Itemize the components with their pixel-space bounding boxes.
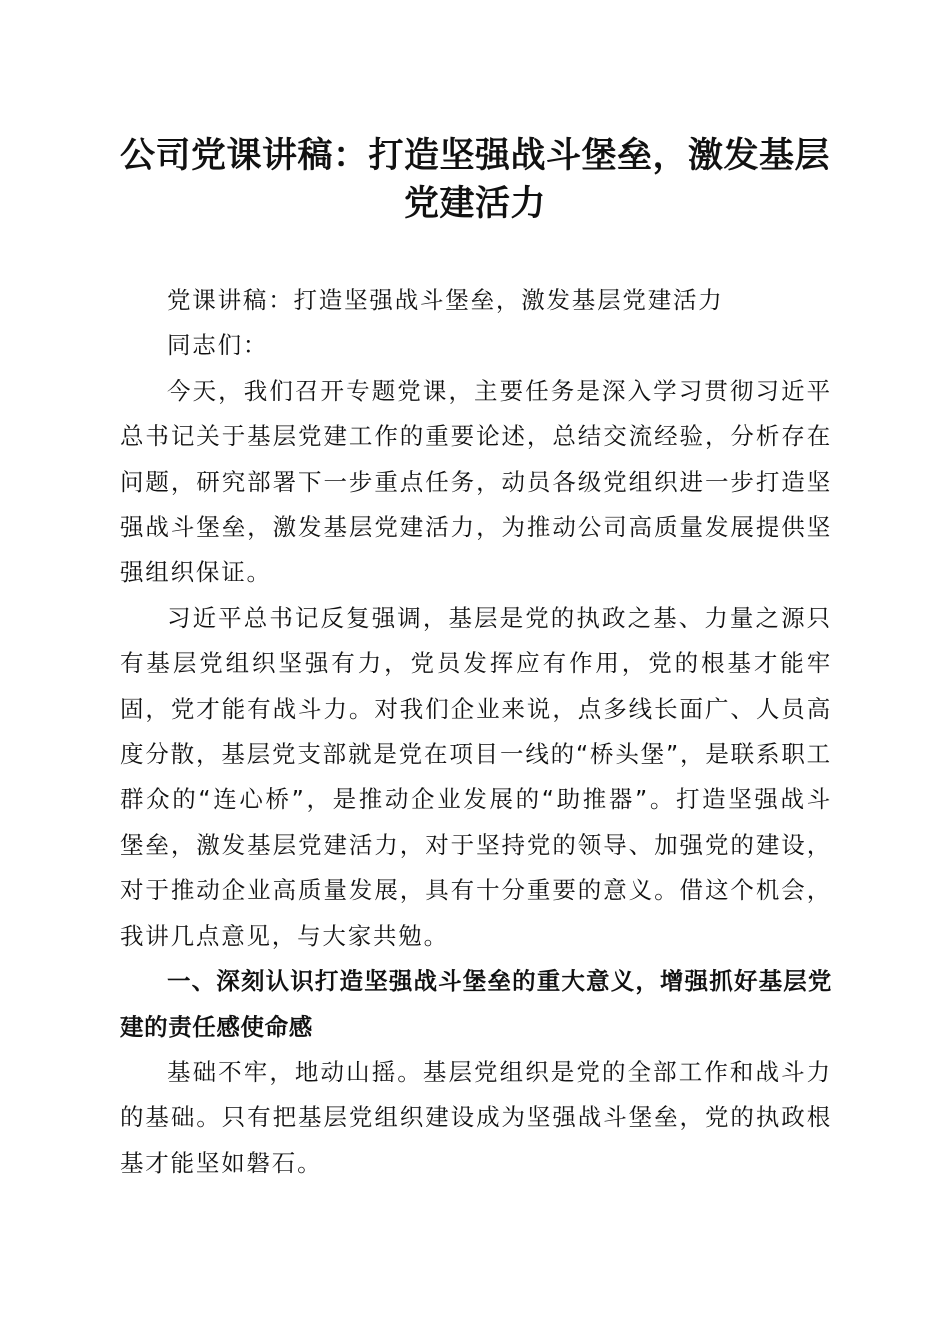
body-paragraph: 习近平总书记反复强调，基层是党的执政之基、力量之源只有基层党组织坚强有力，党员发挥应有作用，党的根基才能牢固，党才能有战斗力。对我们企业来说，点多线长面广、人员高度分散，基层党支部就是党在项目一线的“桥头堡”，是联系职工群众的“连心桥”，是推动企业发展的“助推器”。打造坚强战斗堡垒，激发基层党建活力，对于坚持党的领导、加强党的建设，对于推动企业高质量发展，具有十分重要的意义。借这个机会，我讲几点意见，与大家共勉。 — [120, 603, 832, 950]
body-paragraph: 基础不牢，地动山摇。基层党组织是党的全部工作和战斗力的基础。只有把基层党组织建设成为坚强战斗堡垒，党的执政根基才能坚如磐石。 — [120, 1057, 832, 1177]
document-body — [120, 278, 832, 1186]
body-paragraph: 今天，我们召开专题党课，主要任务是深入学习贯彻习近平总书记关于基层党建工作的重要论述，总结交流经验，分析存在问题，研究部署下一步重点任务，动员各级党组织进一步打造坚强战斗堡垒，激发基层党建活力，为推动公司高质量发展提供坚强组织保证。 — [120, 376, 832, 587]
salutation-paragraph: 同志们： — [167, 331, 269, 360]
subtitle-paragraph: 党课讲稿：打造坚强战斗堡垒，激发基层党建活力 — [167, 286, 724, 314]
document-title: 公司党课讲稿：打造坚强战斗堡垒，激发基层党建活力 — [119, 135, 830, 224]
section-heading: 一、深刻认识打造坚强战斗堡垒的重大意义，增强抓好基层党建的责任感使命感 — [120, 967, 832, 1041]
